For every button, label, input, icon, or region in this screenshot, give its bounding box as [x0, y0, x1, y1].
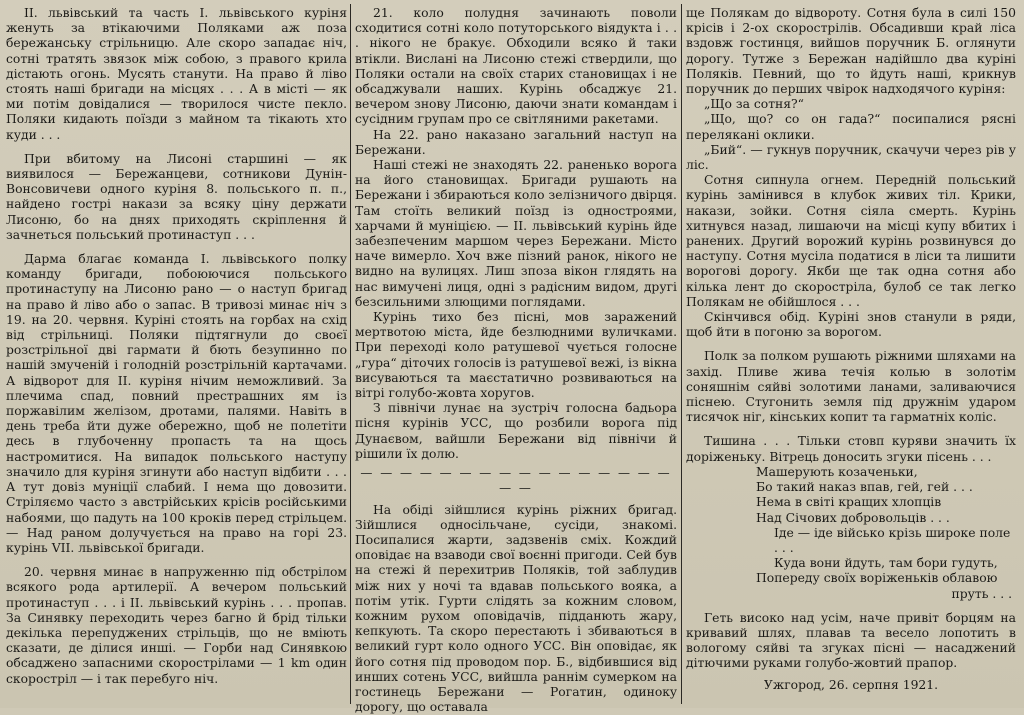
paragraph: З північи лунає на зустріч голосна бадьора пісня курінів УСС, що розбили ворога під Дунаєвом, вайшли Бережани від північи й рішили їх долю.: [355, 401, 677, 462]
text-column-3: [686, 6, 1016, 702]
dialogue-line: „Що за сотня?“: [686, 97, 1016, 112]
verse-line: пруть . . .: [756, 587, 1016, 602]
paragraph: II. львівський та часть І. львівського куріня женуть за втікаючими Поляками аж поза бережанську стрільницю. Але скоро западає ніч, сотні тратять звязок між собою, з правого крила дістають огонь. Мусять станути. На право й ліво стоять наші бригади на місцях . . . А в місті — як ми потім довідалися — творилося чисте пекло. Поляки кидають поїзди з майном та тікають хто куди . . .: [6, 6, 347, 143]
paragraph: 20. червня минає в напруженню під обстрілом всякого рода артилерії. А вечером польський протинаступ . . . і II. львівський курінь . . . пропав. За Синявку переходить через багно й брід тільки декілька перепуджених стрільців, що не вміють сказати, де ділися инші. — Горби над Синявкою обсаджено запасними скорострілами — 1 km один скоростріл — і так перебуго ніч.: [6, 565, 347, 687]
dialogue-line: „Бий“. — гукнув поручник, скачучи через рів у ліс.: [686, 143, 1016, 173]
paragraph: На 22. рано наказано загальний наступ на Бережани.: [355, 128, 677, 158]
paragraph: ще Полякам до відвороту. Сотня була в силі 150 крісів і 2-ох скорострілів. Обсадивши край ліса вздовж гостинця, вийшов поручник Б. оглянути дорогу. Тутже з Бережан надійшло два куріні Поляків. Певний, що то йдуть наші, крикнув поручник до перших чвірок надходячого куріня:: [686, 6, 1016, 97]
paragraph: Сотня сипнула огнем. Передній польський курінь замінився в клубок живих тіл. Крики, накази, зойки. Сотня сіяла смерть. Курінь хитнувся назад, лишаючи на місці купу вбитих і ранених. Другий ворожий курінь розвинувся до наступу. Сотня мусіла податися в ліси та лишити ворогові дорогу. Якби ще так одна сотня або кілька лент до скоростріла, булоб се так легко Полякам не обійшлося . . .: [686, 173, 1016, 310]
column-divider: [350, 4, 351, 704]
verse-line: Над Січових добровольців . . .: [756, 511, 1016, 526]
paragraph: Скінчився обід. Куріні знов станули в ряди, щоб йти в погоню за ворогом.: [686, 310, 1016, 340]
verse-line: Куда вони йдуть, там бори гудуть,: [756, 556, 1016, 571]
dialogue-line: „Що, що? со он гада?“ посипалися рясні перелякані оклики.: [686, 112, 1016, 142]
paragraph: 21. коло полудня зачинають поволи сходитися сотні коло потуторського віядукта і . . . нікого не бракує. Обходили всяко й таки втікли. Вислані на Лисоню стежі ствердили, що Поляки остали на своїх старих становищах і не обсаджували наших. Курінь обсаджує 21. вечером знову Лисоню, даючи знати командам і сусідним групам про се світляними ракетами.: [355, 6, 677, 128]
verse-line: Нема в світі кращих хлопців: [756, 495, 1016, 510]
song-verse: [756, 465, 1016, 602]
paragraph: При вбитому на Лисоні старшині — як виявилося — Бережанцеви, сотникови Дунін-Вонсовичеви одного куріня 8. польського п. п., найдено гострі накази за всяку ціну держати Лисоню, бо на днях приходять скріплення й зачнеться польський протинаступ . . .: [6, 152, 347, 243]
verse-line: Іде — іде військо крізь широке поле . . .: [756, 526, 1016, 556]
text-column-1: [6, 6, 347, 702]
verse-line: Попереду своїх воріженьків облавою: [756, 571, 1016, 586]
text-column-2: [355, 6, 677, 702]
paragraph: Курінь тихо без пісні, мов заражений мертвотою міста, йде безлюдними вуличками. При переході коло ратушевої чується голосне „гура“ діточих голосів із ратушевої вежі, із вікна висуваються та маєстатично розвиваються на вітрі голубо-жовта хоругов.: [355, 310, 677, 401]
verse-line: Бо такий наказ впав, гей, гей . . .: [756, 480, 1016, 495]
paragraph: Тишина . . . Тільки стовп куряви значить їх доріженьку. Вітрець доносить згуки пісень . . .: [686, 434, 1016, 464]
column-divider: [681, 4, 682, 704]
paragraph: На обіді зійшлися курінь ріжних бригад. Зійшлися односільчане, сусіди, знакомі. Посипалися жарти, задзвенів сміх. Кождий оповідає на взаводи свої воєнні пригоди. Сей був на стежі й перехитрив Поляків, той заблудив між них у ночі та вдавав польського вояка, а потім утік. Гурти слідять за кожним словом, кожним рухом оповідачів, підданють жару, кепкують. Та скоро перестають і збиваються в великий гурт коло одного УСС. Він оповідає, як його сотня під проводом пор. Б., відбившися від инших сотень УСС, вийшла раннім сумерком на гостинець Бережани — Рогатин, одинокy дорогу, що оставала: [355, 503, 677, 715]
paragraph: Дарма благає команда І. львівського полку команду бригади, побоюючися польського протинаступу на Лисоню рано — о наступ бригад на право й ліво або о запас. В тривозі минає ніч з 19. на 20. червня. Куріні стоять на горбах на схід від стрільниці. Поляки підтягнули до своєї розстрільної дві гармати й бють безупинно по нашій змученій і голодній розстрільній картачами. А відворот для II. куріня нічим неможливий. За плечима спад, повний престрашних ям із поржавілим желізом, дротами, палями. Навіть в день треба йти дуже обережно, щоб не полетіти десь в глубоченну пропасть та на щось настромитися. На випадок польського наступу значило для куріня згинути або наступ відбити . . . А тут довіз муніції слабий. І нема що довозити. Стріляємо часто з австрійських крісів російськими набоями, що падуть на 100 кроків перед стрільцем. — Над раном долучується на право на горі 23. курінь VII. львівської бригади.: [6, 252, 347, 556]
section-separator: — — — — — — — — — — — — — — — — — —: [355, 466, 677, 496]
dateline: Ужгород, 26. серпня 1921.: [686, 678, 1016, 693]
paragraph: Наші стежі не знаходять 22. раненько ворога на його становищах. Бригади рушають на Бережани і збираються коло зелізничого двірця. Там стоїть великий поїзд із одностроями, харчами й муніцією. — II. львівський курінь йде забезпеченим маршом через Бережани. Місто наче вимерло. Хоч вже пізний ранок, нікого не видно на вулицях. Лиш зпоза вікон глядять на нас вимучені лиця, одні з радісним видом, другі безсильними злющими поглядами.: [355, 158, 677, 310]
verse-line: Машерують козаченьки,: [756, 465, 1016, 480]
paragraph: Геть високо над усім, наче привіт борцям на кривавий шлях, плавав та весело лопотить в вологому сяйві та згуках пісні — насаджений дітючими руками голубо-жовтий прапор.: [686, 611, 1016, 672]
paragraph: Полк за полком рушають ріжними шляхами на захід. Пливе жива течія колью в золотім соняшнім сяйві золотими ланами, заливаючися піснею. Стугонить земля під дружнім ударом тисячок ніг, кінських копит та гарматніх коліс.: [686, 349, 1016, 425]
